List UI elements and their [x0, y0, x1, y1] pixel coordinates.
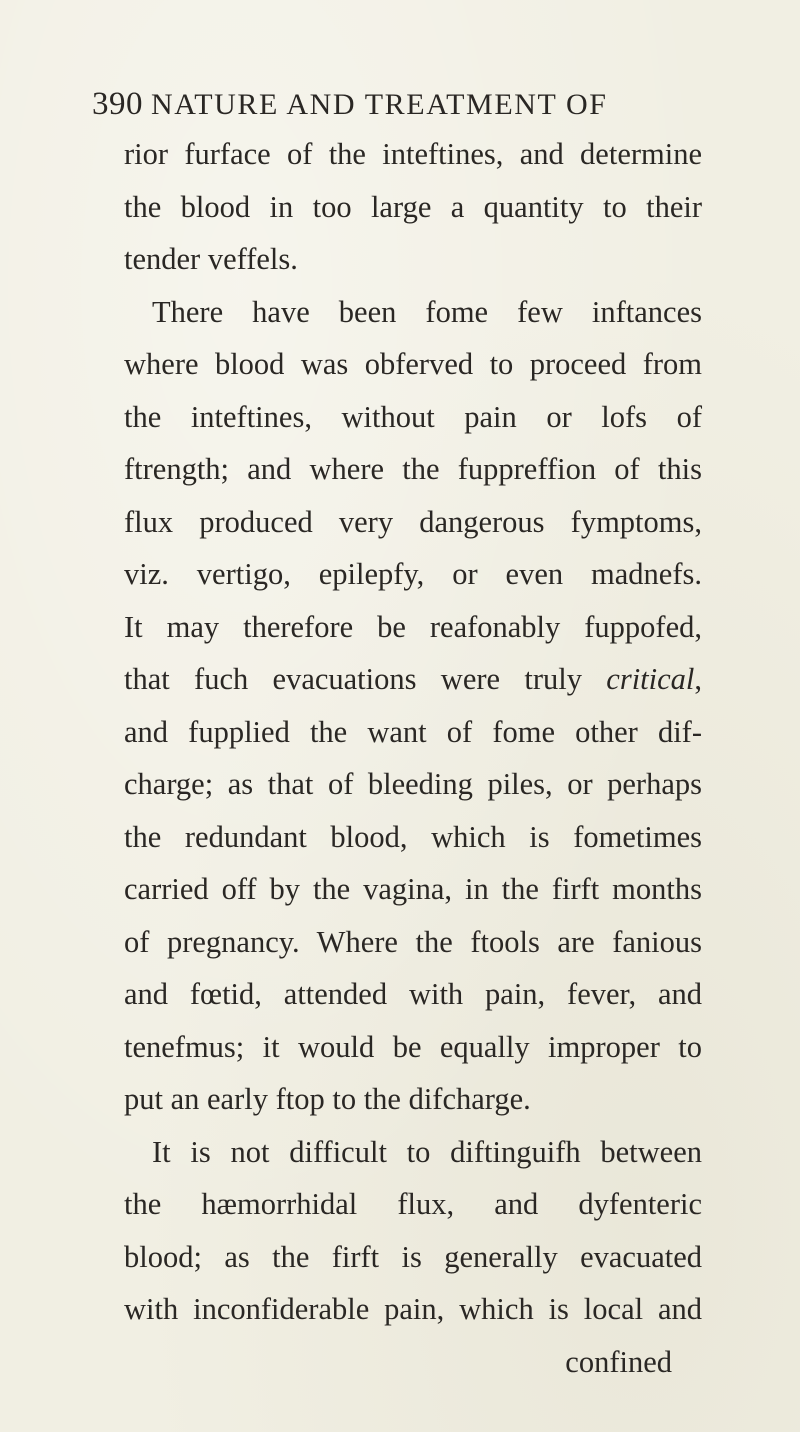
- text-line: and fœtid, attended with pain, fever, and: [124, 977, 702, 1011]
- running-title: NATURE AND TREATMENT OF: [151, 88, 608, 121]
- text-line: and fupplied the want of fome other dif-: [124, 714, 702, 749]
- line-text: that fuch evacuations were truly: [124, 662, 607, 696]
- text-line: the blood in too large a quantity to their: [124, 189, 702, 224]
- text-line: blood; as the firft is generally evacuated: [124, 1239, 702, 1274]
- paragraph-start-line: There have been fome few inftances: [152, 294, 702, 329]
- text-line: tender veffels.: [124, 242, 298, 276]
- italic-word: critical: [606, 662, 695, 696]
- text-line: tenefmus; it would be equally improper to: [124, 1029, 702, 1064]
- text-line: viz. vertigo, epilepfy, or even madnefs.: [124, 557, 702, 591]
- text-line: the hæmorrhidal flux, and dyfenteric: [124, 1187, 702, 1221]
- line-punctuation: ,: [694, 662, 702, 696]
- text-line: put an early ftop to the difcharge.: [124, 1082, 531, 1116]
- text-line: charge; as that of bleeding piles, or perhaps: [124, 767, 702, 801]
- paragraph-start-line: It is not difficult to diftinguifh between: [152, 1134, 702, 1169]
- text-line-with-italic: [124, 653, 702, 706]
- page-number: 390: [92, 86, 143, 122]
- running-head: [92, 86, 732, 132]
- text-line: the redundant blood, which is fometimes: [124, 819, 702, 854]
- text-line: rior furface of the inteftines, and determine: [124, 137, 702, 171]
- text-line: It may therefore be reafonably fuppofed,: [124, 609, 702, 644]
- text-line: flux produced very dangerous fymptoms,: [124, 504, 702, 539]
- catchword: confined: [565, 1344, 672, 1379]
- text-line: with inconfiderable pain, which is local and: [124, 1292, 702, 1326]
- text-line: the inteftines, without pain or lofs of: [124, 399, 702, 434]
- text-line: ftrength; and where the fuppreffion of this: [124, 452, 702, 486]
- body-text: [124, 128, 702, 1388]
- text-line: where blood was obferved to proceed from: [124, 347, 702, 381]
- text-line: of pregnancy. Where the ftools are fanious: [124, 924, 702, 959]
- text-line: carried off by the vagina, in the firft months: [124, 872, 702, 906]
